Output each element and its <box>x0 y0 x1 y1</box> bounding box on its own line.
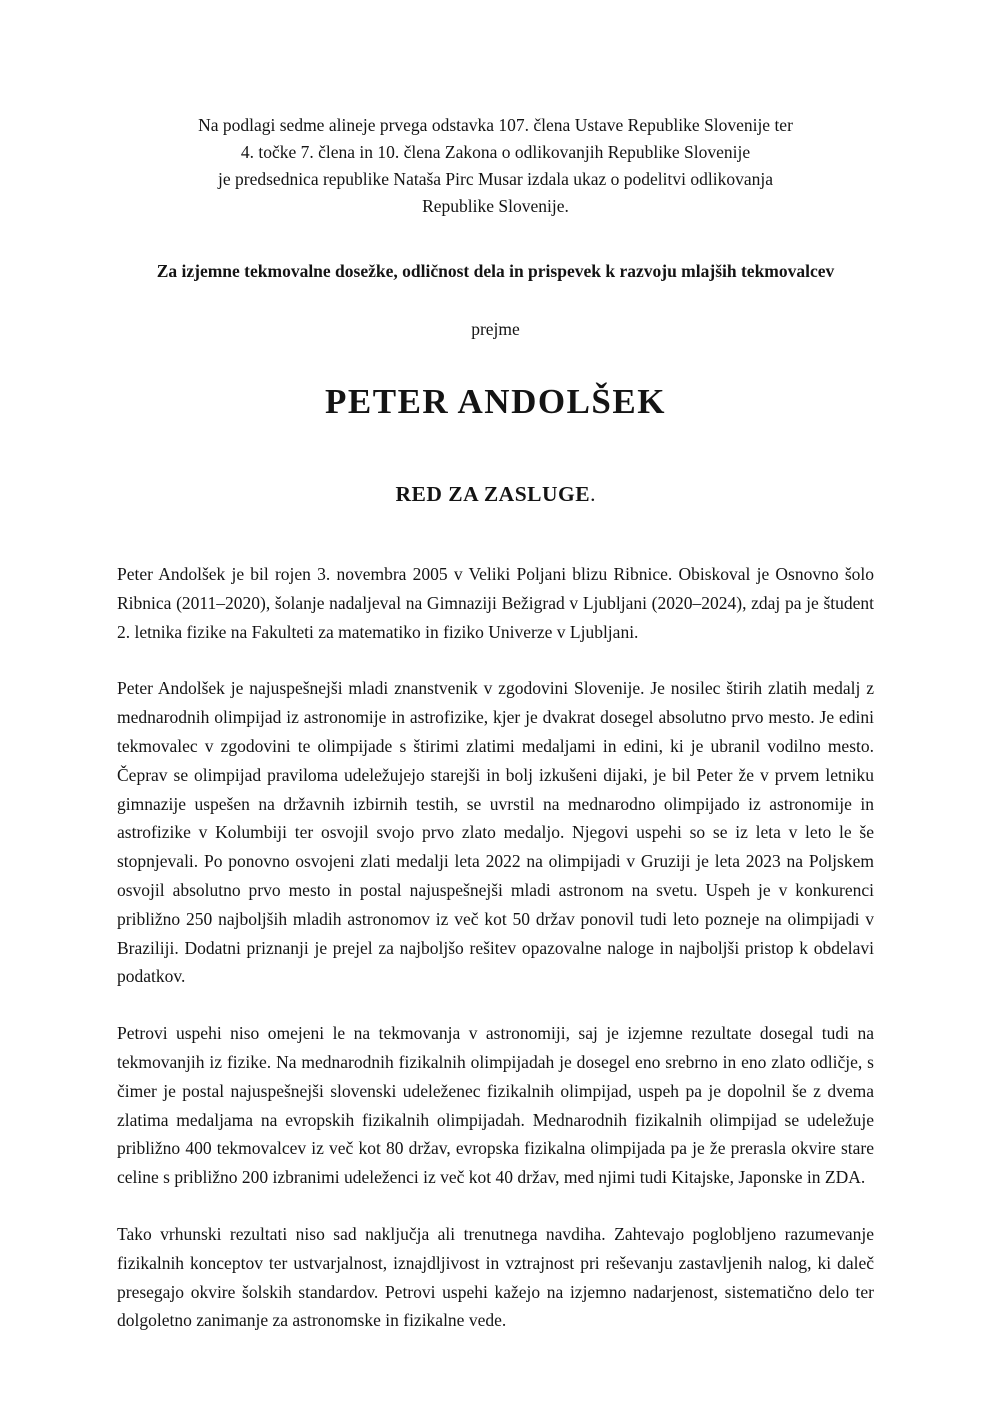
preamble-line: Republike Slovenije. <box>422 196 569 216</box>
recipient-name: PETER ANDOLŠEK <box>325 382 666 421</box>
preamble-line: je predsednica republike Nataša Pirc Musar izdala ukaz o podelitvi odlikovanja <box>218 169 773 189</box>
body-paragraph: Peter Andolšek je bil rojen 3. novembra 2005 v Veliki Poljani blizu Ribnice. Obiskoval je Osnovno šolo Ribnica (2011–2020), šolanje nadaljeval na Gimnaziji Bežigrad v Ljubljani (2020–2024), zdaj pa je študent 2. letnika fizike na Fakulteti za matematiko in fiziko Univerze v Ljubljani. <box>117 564 874 642</box>
preamble-line: Na podlagi sedme alineje prvega odstavka 107. člena Ustave Republike Slovenije ter <box>198 115 793 135</box>
legal-preamble <box>117 112 874 220</box>
award-title: RED ZA ZASLUGE <box>395 482 591 506</box>
award-citation: Za izjemne tekmovalne dosežke, odličnost dela in prispevek k razvoju mlajših tekmovalcev <box>156 261 835 281</box>
body-paragraph: Tako vrhunski rezultati niso sad naključja ali trenutnega navdiha. Zahtevajo poglobljeno razumevanje fizikalnih konceptov ter ustvarjalnost, iznajdljivost in vztrajnost pri reševanju zastavljenih nalog, ki daleč presegajo okvire šolskih standardov. Petrovi uspehi kažejo na izjemno nadarjenost, sistematično delo ter dolgoletno zanimanje za astronomske in fizikalne vede. <box>117 1223 874 1331</box>
award-name-line <box>117 481 874 508</box>
body-paragraph: Petrovi uspehi niso omejeni le na tekmovanja v astronomiji, saj je izjemne rezultate dosegal tudi na tekmovanjih iz fizike. Na mednarodnih fizikalnih olimpijadah je dosegel eno srebrno in eno zlato odličje, s čimer je postal najuspešnejši slovenski udeleženec fizikalnih olimpijad, uspeh pa je dopolnil še z dvema zlatima medaljama na evropskih fizikalnih olimpijadah. Mednarodnih fizikalnih olimpijad se udeležuje približno 400 tekmovalcev iz več kot 80 držav, evropska fizikalna olimpijada pa je že prerasla okvire stare celine s približno 200 izbranimi udeleženci iz več kot 40 držav, med njimi tudi Kitajske, Japonske in ZDA. <box>117 1023 874 1188</box>
body-paragraph: Peter Andolšek je najuspešnejši mladi znanstvenik v zgodovini Slovenije. Je nosilec štirih zlatih medalj z mednarodnih olimpijad iz astronomije in astrofizike, kjer je dvakrat dosegel absolutno prvo mesto. Je edini tekmovalec v zgodovini te olimpijade s štirimi zlatimi medaljami in edini, ki je ubranil vodilno mesto. Čeprav se olimpijad praviloma udeležujejo starejši in bolj izkušeni dijaki, je bil Peter že v prvem letniku gimnazije uspešen na državnih izbirnih testih, se uvrstil na mednarodno olimpijado iz astronomije in astrofizike v Kolumbiji ter osvojil svojo prvo zlato medaljo. Njegovi uspehi so se iz leta v leto le še stopnjevali. Po ponovno osvojeni zlati medalji leta 2022 na olimpijadi v Gruziji je leta 2023 na Poljskem osvojil absolutno prvo mesto in postal najuspešnejši mladi astronom na svetu. Uspeh je v konkurenci približno 250 najboljših mladih astronomov iz več kot 50 držav ponovil tudi leto pozneje na olimpijadi v Braziliji. Dodatni priznanji je prejel za najboljšo rešitev opazovalne naloge in najboljši pristop k obdelavi podatkov. <box>117 678 874 987</box>
receives-word: prejme <box>471 319 520 339</box>
biography-body <box>117 560 874 1335</box>
award-title-period: . <box>590 482 596 506</box>
preamble-line: 4. točke 7. člena in 10. člena Zakona o odlikovanjih Republike Slovenije <box>240 142 751 162</box>
